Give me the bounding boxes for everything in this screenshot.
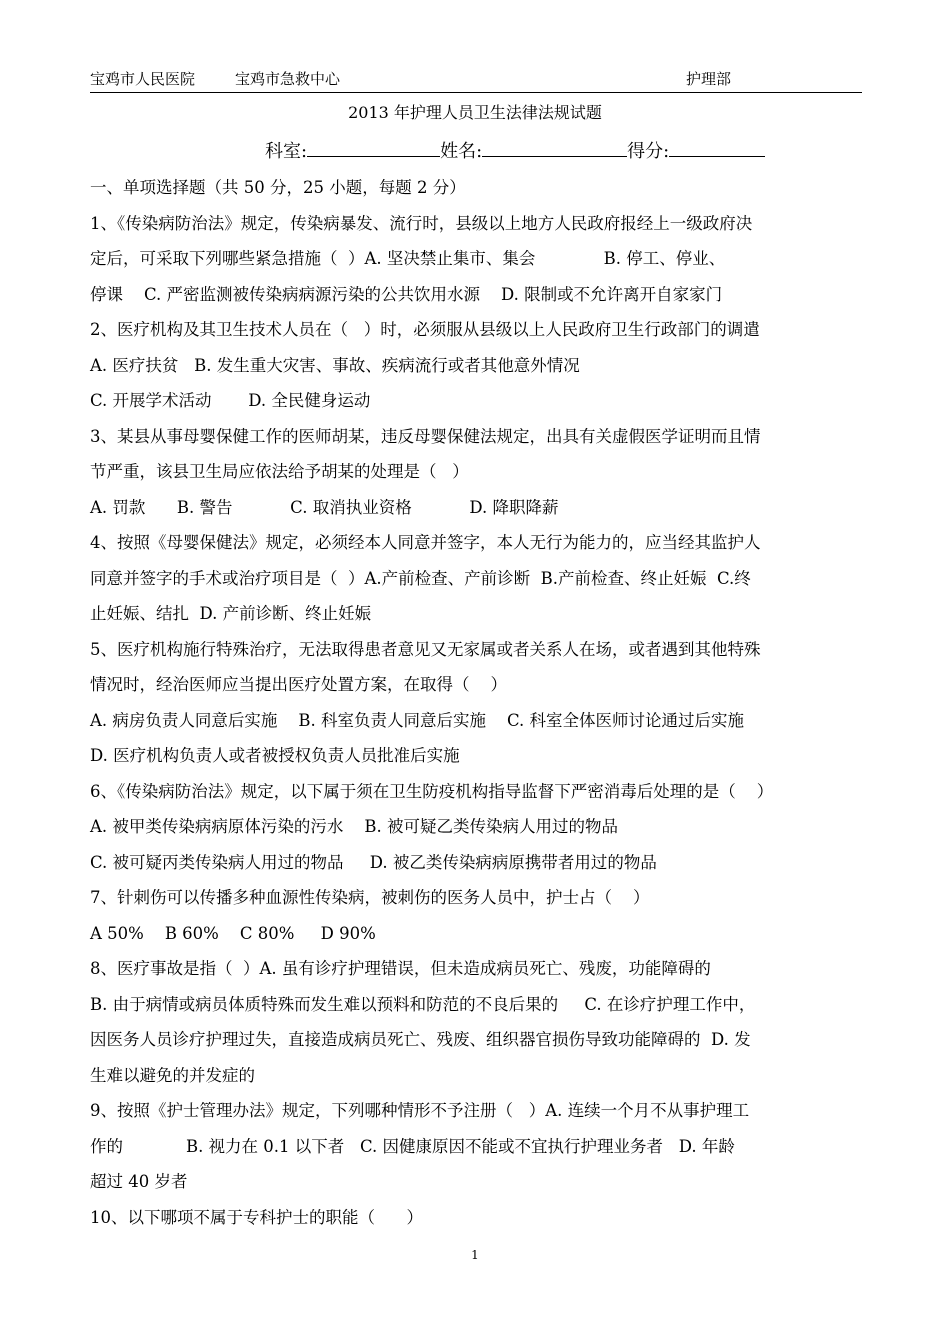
text-line: 定后，可采取下列哪些紧急措施（ ）A. 坚决禁止集市、集会 B. 停工、停业、 (90, 249, 726, 268)
text-line: 1、《传染病防治法》规定，传染病暴发、流行时，县级以上地方人民政府报经上一级政府决 (90, 213, 753, 233)
text-line: 5、医疗机构施行特殊治疗，无法取得患者意见又无家属或者关系人在场，或者遇到其他特殊 (90, 639, 761, 659)
score-label: 得分: (627, 141, 670, 162)
header-org-emergency-center: 宝鸡市急救中心 (235, 70, 341, 88)
dept-blank (307, 136, 440, 157)
text-line: 节严重，该县卫生局应依法给予胡某的处理是（ ） (90, 462, 469, 481)
exam-title: 2013 年护理人员卫生法律法规试题 (348, 103, 602, 122)
page-number: 1 (471, 1248, 479, 1262)
text-line: A 50% B 60% C 80% D 90% (90, 923, 376, 943)
text-line: 因医务人员诊疗护理过失，直接造成病员死亡、残废、组织器官损伤导致功能障碍的 D. 发 (90, 1030, 751, 1049)
text-line: 4、按照《母婴保健法》规定，必须经本人同意并签字，本人无行为能力的，应当经其监护人 (90, 533, 761, 552)
text-line: 一、单项选择题（共 50 分，25 小题，每题 2 分） (90, 178, 466, 197)
text-line: 生难以避免的并发症的 (90, 1065, 255, 1085)
text-line: B. 由于病情或病员体质特殊而发生难以预料和防范的不良后果的 C. 在诊疗护理工作中， (90, 994, 756, 1014)
header-department: 护理部 (686, 70, 732, 88)
text-line: C. 开展学术活动 D. 全民健身运动 (90, 391, 371, 410)
text-line: 超过 40 岁者 (90, 1172, 188, 1191)
text-line: D. 医疗机构负责人或者被授权负责人员批准后实施 (90, 746, 460, 765)
text-line: A. 被甲类传染病病原体污染的污水 B. 被可疑乙类传染病人用过的物品 (90, 817, 618, 836)
text-line: A. 病房负责人同意后实施 B. 科室负责人同意后实施 C. 科室全体医师讨论通过后实施 (90, 710, 745, 730)
header-rule (90, 92, 862, 93)
student-info-fields (265, 136, 765, 165)
text-line: 2、医疗机构及其卫生技术人员在（ ）时，必须服从县级以上人民政府卫生行政部门的调遣 (90, 320, 760, 339)
text-line: 情况时，经治医师应当提出医疗处置方案，在取得（ ） (90, 675, 507, 694)
text-line: C. 被可疑丙类传染病人用过的物品 D. 被乙类传染病病原携带者用过的物品 (90, 852, 657, 872)
page-header (90, 68, 862, 90)
text-line: 作的 B. 视力在 0.1 以下者 C. 因健康原因不能或不宜执行护理业务者 D. 年龄 (90, 1136, 735, 1156)
text-line: 8、医疗事故是指（ ）A. 虽有诊疗护理错误，但未造成病员死亡、残废，功能障碍的 (90, 959, 711, 978)
text-line: 7、针刺伤可以传播多种血源性传染病，被刺伤的医务人员中，护士占（ ） (90, 888, 650, 907)
text-line: 10、以下哪项不属于专科护士的职能（ ） (90, 1207, 423, 1227)
header-org-hospital: 宝鸡市人民医院 (90, 70, 196, 88)
text-line: A. 医疗扶贫 B. 发生重大灾害、事故、疾病流行或者其他意外情况 (90, 355, 580, 375)
name-label: 姓名: (440, 141, 483, 162)
text-line: 9、按照《护士管理办法》规定，下列哪种情形不予注册（ ）A. 连续一个月不从事护理工 (90, 1101, 750, 1120)
score-blank (669, 136, 765, 157)
text-line: 停课 C. 严密监测被传染病病源污染的公共饮用水源 D. 限制或不允许离开自家家门 (90, 284, 723, 304)
name-blank (482, 136, 627, 157)
text-line: A. 罚款 B. 警告 C. 取消执业资格 D. 降职降薪 (90, 497, 559, 517)
text-line: 6、《传染病防治法》规定，以下属于须在卫生防疫机构指导监督下严密消毒后处理的是（ ） (90, 781, 774, 801)
text-line: 止妊娠、结扎 D. 产前诊断、终止妊娠 (90, 604, 372, 623)
text-line: 3、某县从事母婴保健工作的医师胡某，违反母婴保健法规定，出具有关虚假医学证明而且情 (90, 426, 761, 446)
text-line: 同意并签字的手术或治疗项目是（ ）A.产前检查、产前诊断 B.产前检查、终止妊娠 C.终 (90, 568, 751, 588)
questions-body (90, 170, 862, 1235)
dept-label: 科室: (265, 141, 308, 162)
